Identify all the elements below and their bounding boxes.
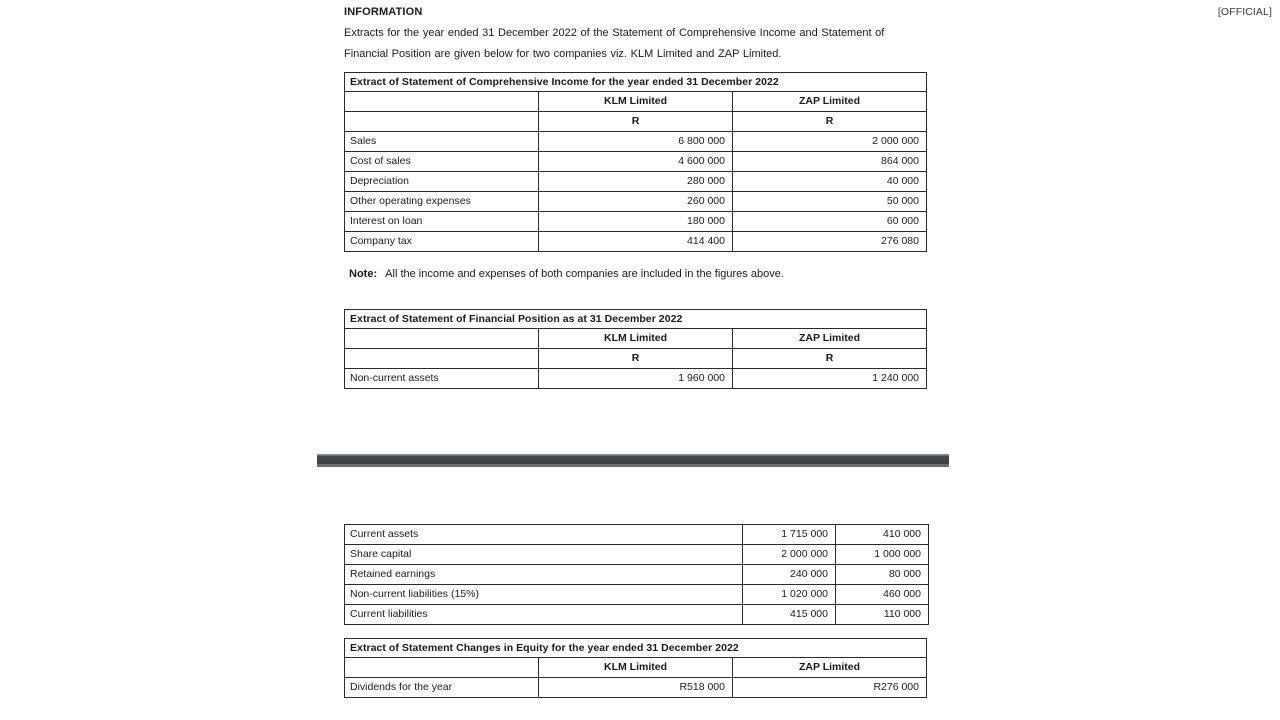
row-value-klm: 1 960 000 bbox=[539, 369, 733, 389]
column-header-klm: KLM Limited bbox=[539, 329, 733, 349]
row-label: Depreciation bbox=[345, 172, 539, 192]
row-value-klm: 260 000 bbox=[539, 192, 733, 212]
table-row bbox=[345, 132, 927, 152]
page-title: INFORMATION bbox=[344, 6, 423, 18]
row-value-klm: 1 715 000 bbox=[743, 525, 836, 545]
row-value-klm: 180 000 bbox=[539, 212, 733, 232]
table-row bbox=[345, 605, 929, 625]
table-title: Extract of Statement Changes in Equity for the year ended 31 December 2022 bbox=[345, 639, 927, 658]
table-row bbox=[345, 369, 927, 389]
row-value-zap: 2 000 000 bbox=[733, 132, 927, 152]
row-value-klm: 280 000 bbox=[539, 172, 733, 192]
column-header-blank bbox=[345, 92, 539, 112]
column-header-klm: KLM Limited bbox=[539, 658, 733, 678]
table-row bbox=[345, 232, 927, 252]
table-row bbox=[345, 192, 927, 212]
table-row bbox=[345, 565, 929, 585]
table-currency-row bbox=[345, 349, 927, 369]
row-value-klm: 2 000 000 bbox=[743, 545, 836, 565]
row-label: Company tax bbox=[345, 232, 539, 252]
currency-klm: R bbox=[539, 112, 733, 132]
note-text: All the income and expenses of both companies are included in the figures above. bbox=[385, 268, 784, 280]
note-label: Note: bbox=[349, 268, 378, 280]
table-header-row bbox=[345, 658, 927, 678]
table-changes-in-equity bbox=[344, 638, 927, 698]
row-value-klm: 1 020 000 bbox=[743, 585, 836, 605]
row-value-zap: 864 000 bbox=[733, 152, 927, 172]
row-label: Non-current liabilities (15%) bbox=[345, 585, 743, 605]
row-label: Dividends for the year bbox=[345, 678, 539, 698]
table-title-row bbox=[345, 310, 927, 329]
row-label: Retained earnings bbox=[345, 565, 743, 585]
row-value-klm: 240 000 bbox=[743, 565, 836, 585]
table-title-row bbox=[345, 73, 927, 92]
classification-tag: [OFFICIAL] bbox=[1217, 6, 1272, 18]
row-label: Cost of sales bbox=[345, 152, 539, 172]
row-value-klm: R518 000 bbox=[539, 678, 733, 698]
row-label: Share capital bbox=[345, 545, 743, 565]
table-row bbox=[345, 172, 927, 192]
row-value-zap: 410 000 bbox=[836, 525, 929, 545]
currency-zap: R bbox=[733, 349, 927, 369]
row-value-zap: 460 000 bbox=[836, 585, 929, 605]
row-label: Current liabilities bbox=[345, 605, 743, 625]
row-value-zap: 50 000 bbox=[733, 192, 927, 212]
column-header-zap: ZAP Limited bbox=[733, 92, 927, 112]
table-header-row bbox=[345, 92, 927, 112]
table-currency-row bbox=[345, 112, 927, 132]
intro-paragraph: Extracts for the year ended 31 December 2022 of the Statement of Comprehensive Income and Statement of Financial Position are given below for two companies viz. KLM Limited and ZAP Limited. bbox=[344, 27, 885, 60]
table-header-row bbox=[345, 329, 927, 349]
row-label: Sales bbox=[345, 132, 539, 152]
currency-klm: R bbox=[539, 349, 733, 369]
row-value-klm: 4 600 000 bbox=[539, 152, 733, 172]
row-value-klm: 414 400 bbox=[539, 232, 733, 252]
row-label: Non-current assets bbox=[345, 369, 539, 389]
table-title: Extract of Statement of Comprehensive Income for the year ended 31 December 2022 bbox=[345, 73, 927, 92]
row-value-klm: 6 800 000 bbox=[539, 132, 733, 152]
table-comprehensive-income bbox=[344, 72, 927, 252]
row-value-zap: R276 000 bbox=[733, 678, 927, 698]
row-value-zap: 60 000 bbox=[733, 212, 927, 232]
row-value-zap: 1 000 000 bbox=[836, 545, 929, 565]
table-title-row bbox=[345, 639, 927, 658]
page-break-separator bbox=[317, 454, 949, 467]
row-label: Interest on loan bbox=[345, 212, 539, 232]
row-label: Other operating expenses bbox=[345, 192, 539, 212]
row-value-zap: 276 080 bbox=[733, 232, 927, 252]
currency-blank bbox=[345, 112, 539, 132]
table-financial-position-continued bbox=[344, 524, 929, 625]
table-row bbox=[345, 525, 929, 545]
table-row bbox=[345, 212, 927, 232]
table-row bbox=[345, 545, 929, 565]
row-value-zap: 1 240 000 bbox=[733, 369, 927, 389]
row-label: Current assets bbox=[345, 525, 743, 545]
table-financial-position bbox=[344, 309, 927, 389]
row-value-klm: 415 000 bbox=[743, 605, 836, 625]
row-value-zap: 110 000 bbox=[836, 605, 929, 625]
column-header-blank bbox=[345, 658, 539, 678]
column-header-blank bbox=[345, 329, 539, 349]
table-title: Extract of Statement of Financial Position as at 31 December 2022 bbox=[345, 310, 927, 329]
table-row bbox=[345, 678, 927, 698]
row-value-zap: 40 000 bbox=[733, 172, 927, 192]
table-row bbox=[345, 152, 927, 172]
column-header-klm: KLM Limited bbox=[539, 92, 733, 112]
column-header-zap: ZAP Limited bbox=[733, 658, 927, 678]
row-value-zap: 80 000 bbox=[836, 565, 929, 585]
note-line bbox=[344, 267, 928, 281]
currency-blank bbox=[345, 349, 539, 369]
table-row bbox=[345, 585, 929, 605]
currency-zap: R bbox=[733, 112, 927, 132]
document-body bbox=[344, 0, 928, 698]
column-header-zap: ZAP Limited bbox=[733, 329, 927, 349]
